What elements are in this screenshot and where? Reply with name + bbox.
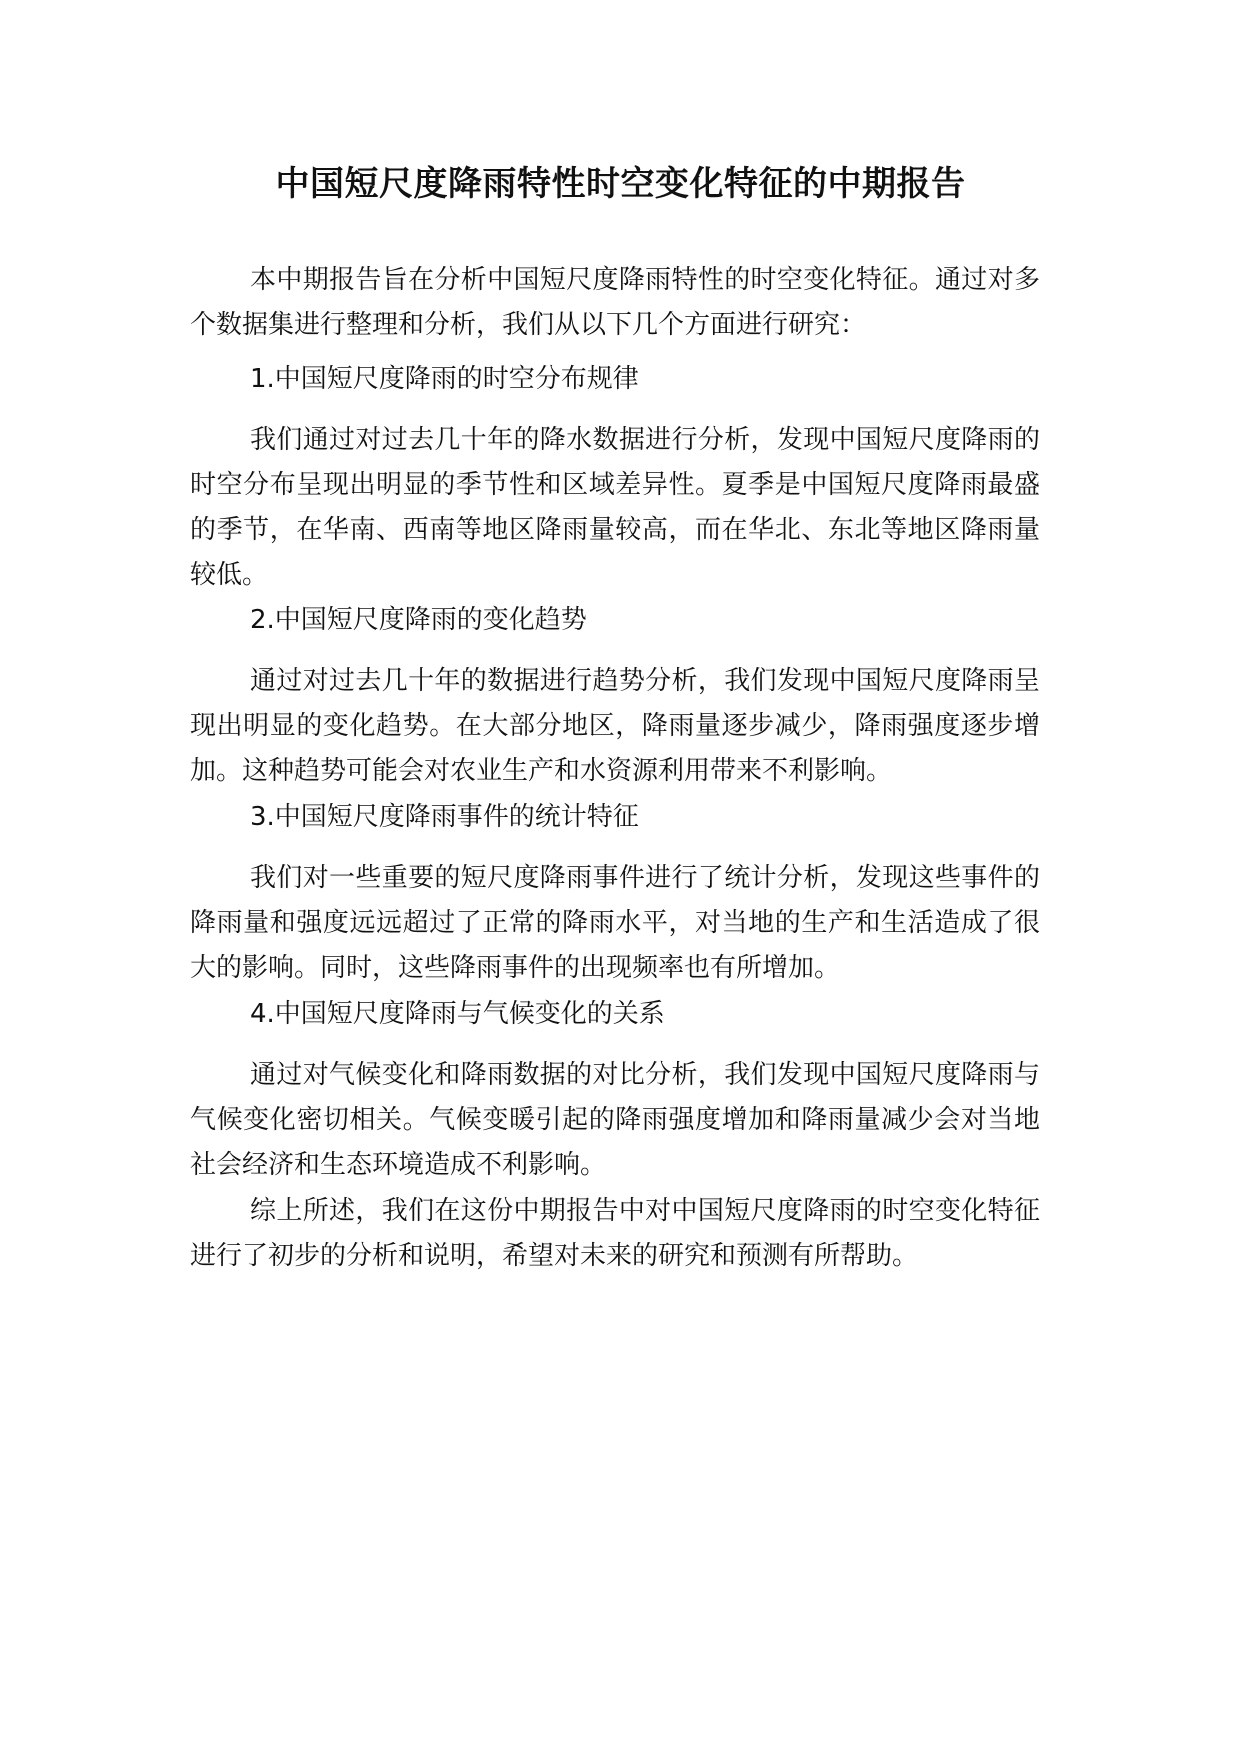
section-heading-4: 4.中国短尺度降雨与气候变化的关系 bbox=[250, 999, 665, 1029]
section-body-2: 通过对过去几十年的数据进行趋势分析，我们发现中国短尺度降雨呈现出明显的变化趋势。在大部分地区，降雨量逐步减少，降雨强度逐步增加。这种趋势可能会对农业生产和水资源利用带来不利影响。 bbox=[190, 666, 1040, 786]
section-body-1: 我们通过对过去几十年的降水数据进行分析，发现中国短尺度降雨的时空分布呈现出明显的季节性和区域差异性。夏季是中国短尺度降雨最盛的季节，在华南、西南等地区降雨量较高，而在华北、东北等地区降雨量较低。 bbox=[190, 425, 1040, 590]
section-heading-1: 1.中国短尺度降雨的时空分布规律 bbox=[250, 364, 639, 394]
document-title: 中国短尺度降雨特性时空变化特征的中期报告 bbox=[275, 164, 966, 204]
section-body-3: 我们对一些重要的短尺度降雨事件进行了统计分析，发现这些事件的降雨量和强度远远超过了正常的降雨水平，对当地的生产和生活造成了很大的影响。同时，这些降雨事件的出现频率也有所增加。 bbox=[190, 863, 1040, 983]
conclusion-paragraph: 综上所述，我们在这份中期报告中对中国短尺度降雨的时空变化特征进行了初步的分析和说明，希望对未来的研究和预测有所帮助。 bbox=[190, 1196, 1040, 1271]
intro-paragraph: 本中期报告旨在分析中国短尺度降雨特性的时空变化特征。通过对多个数据集进行整理和分析，我们从以下几个方面进行研究： bbox=[190, 265, 1040, 340]
section-heading-3: 3.中国短尺度降雨事件的统计特征 bbox=[250, 802, 639, 832]
section-body-4: 通过对气候变化和降雨数据的对比分析，我们发现中国短尺度降雨与气候变化密切相关。气候变暖引起的降雨强度增加和降雨量减少会对当地社会经济和生态环境造成不利影响。 bbox=[190, 1060, 1040, 1180]
section-heading-2: 2.中国短尺度降雨的变化趋势 bbox=[250, 605, 587, 635]
